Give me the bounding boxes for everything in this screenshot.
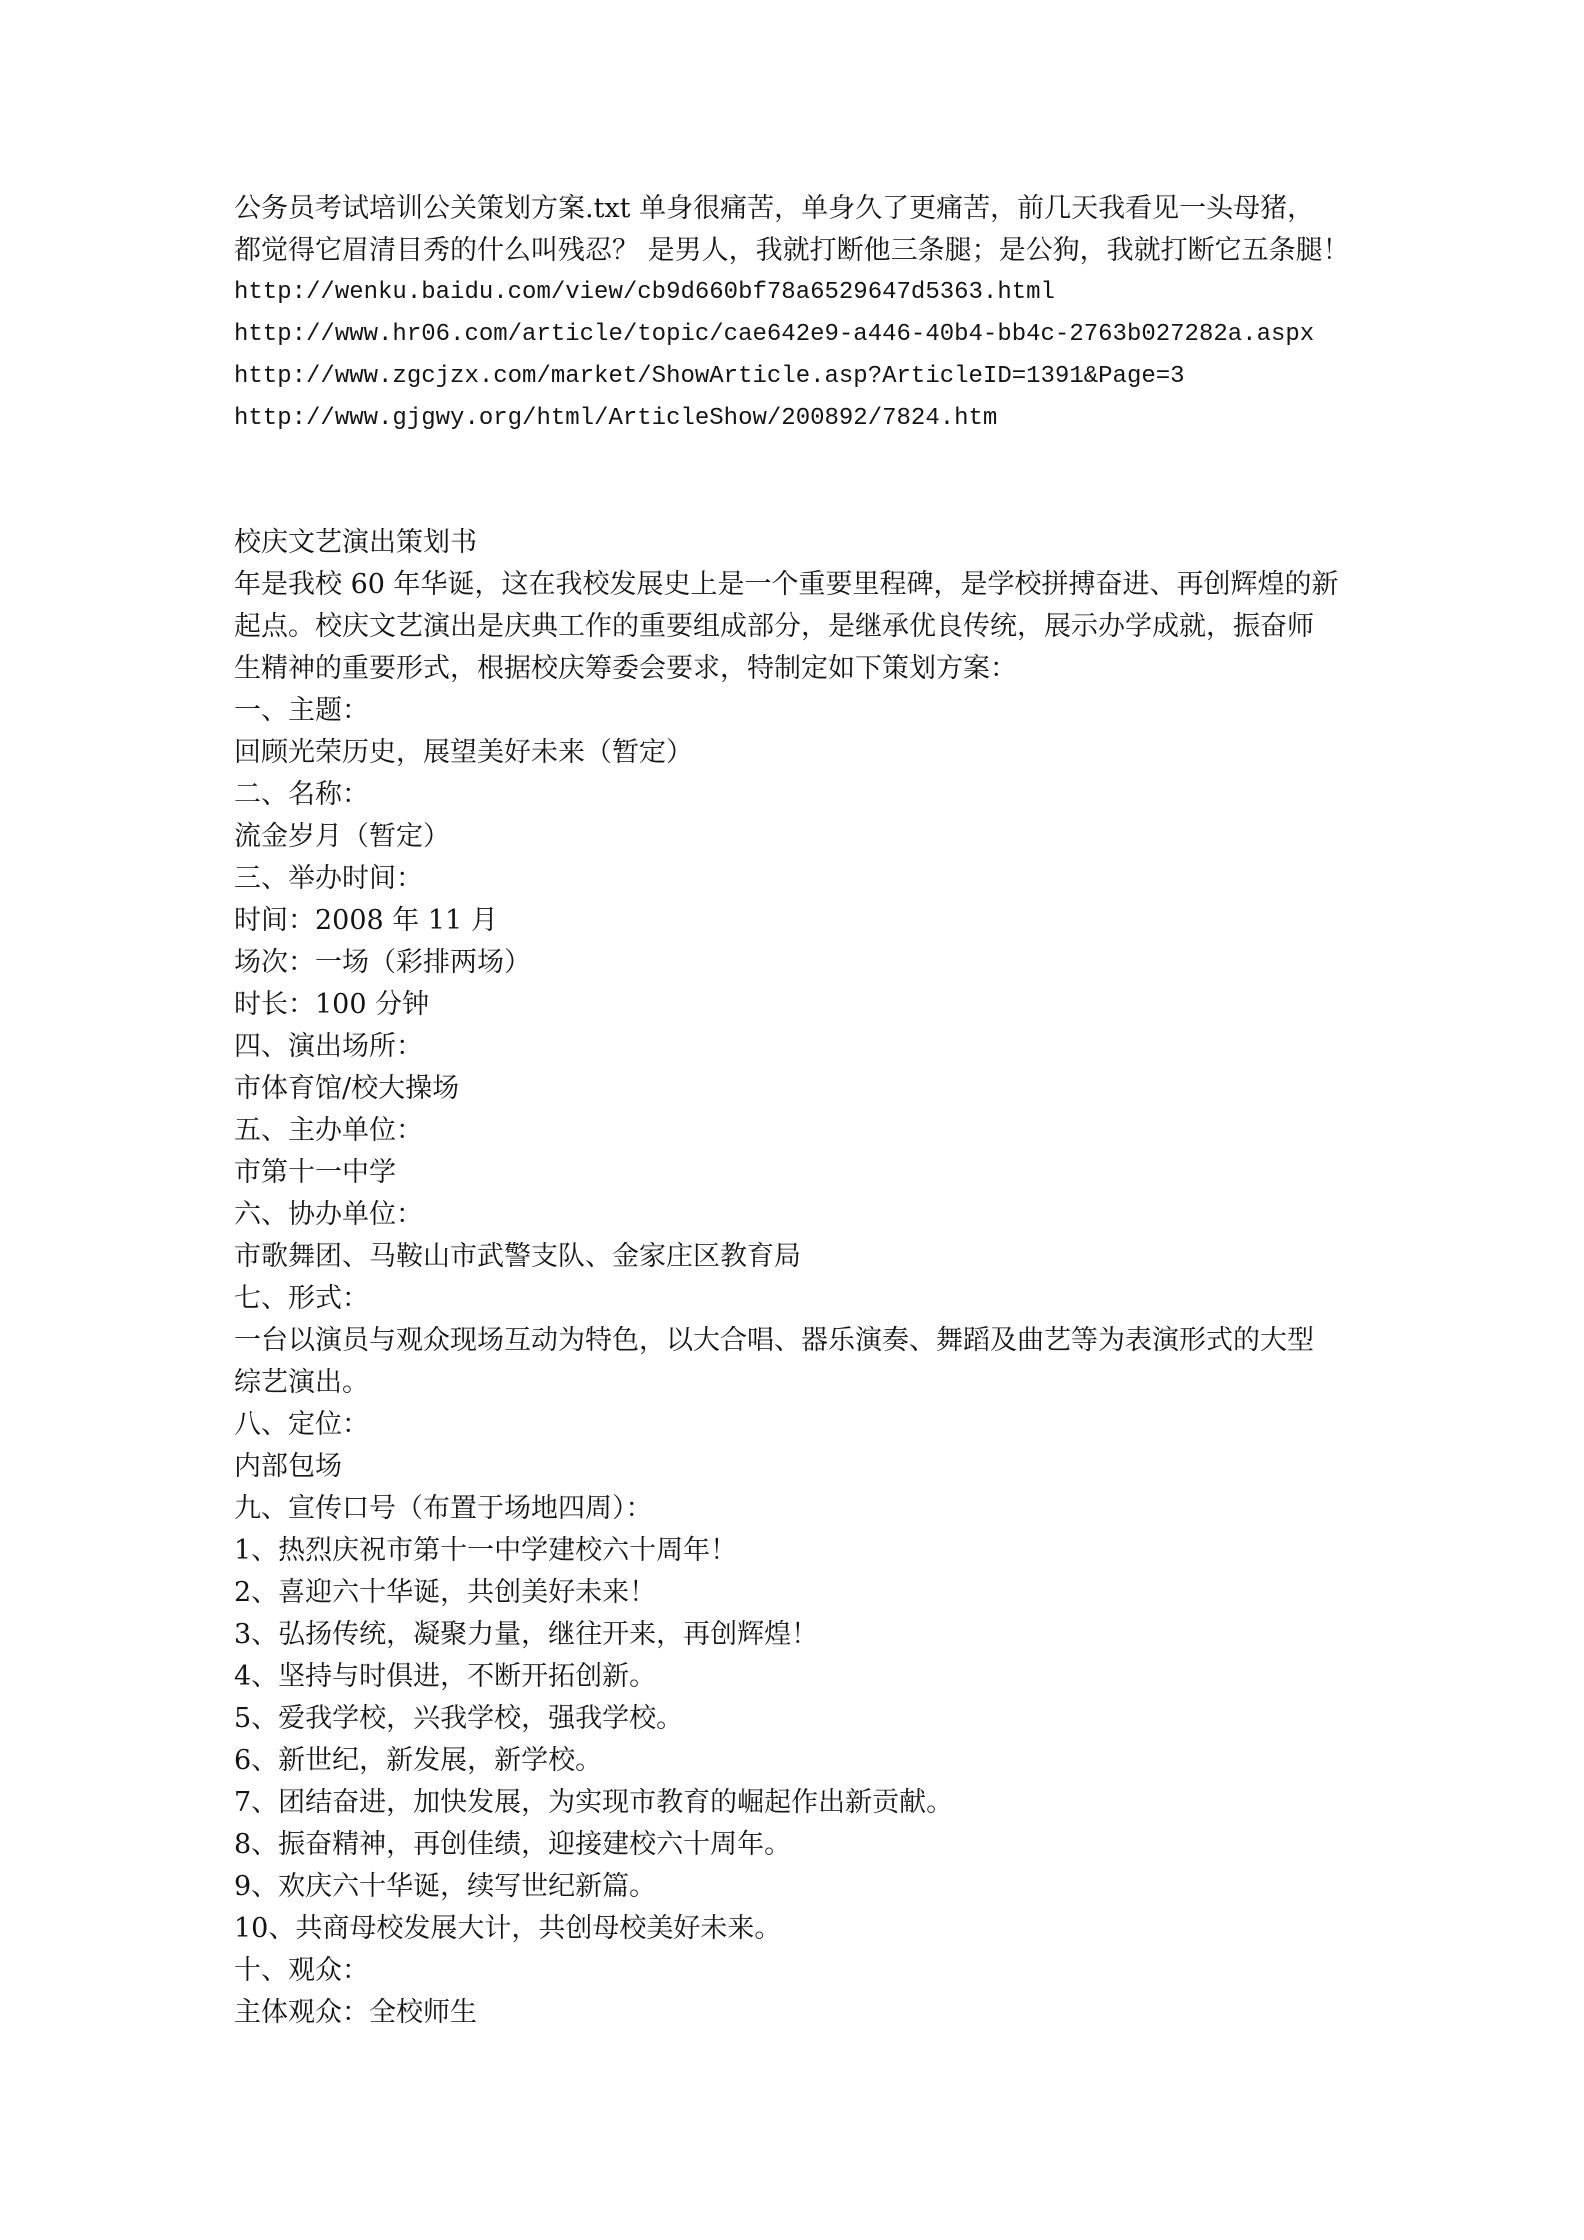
slogan-item: 5、爱我学校，兴我学校，强我学校。 [234,1703,684,1734]
section-text: 时长：100 分钟 [234,989,430,1020]
slogan-item: 7、团结奋进，加快发展，为实现市教育的崛起作出新贡献。 [234,1787,954,1818]
section-heading: 一、主题： [234,695,369,726]
slogan-item: 4、坚持与时俱进，不断开拓创新。 [234,1661,657,1692]
plan-document [234,522,1364,2034]
document-title: 校庆文艺演出策划书 [234,527,477,558]
section-text: 市体育馆/校大操场 [234,1073,460,1104]
section-text: 时间：2008 年 11 月 [234,905,498,936]
section-text: 内部包场 [234,1451,342,1482]
source-url: http://wenku.baidu.com/view/cb9d660bf78a6529647d5363.html [234,279,1055,306]
slogan-item: 6、新世纪，新发展，新学校。 [234,1745,603,1776]
source-url: http://www.zgcjzx.com/market/ShowArticle.asp?ArticleID=1391&Page=3 [234,363,1185,390]
section-text: 回顾光荣历史，展望美好未来（暂定） [234,737,693,768]
source-url: http://www.gjgwy.org/html/ArticleShow/200892/7824.htm [234,405,998,432]
slogan-item: 8、振奋精神，再创佳绩，迎接建校六十周年。 [234,1829,792,1860]
slogan-item: 1、热烈庆祝市第十一中学建校六十周年！ [234,1535,738,1566]
section-heading: 十、观众： [234,1955,369,1986]
section-heading: 七、形式： [234,1283,369,1314]
section-heading: 三、举办时间： [234,863,423,894]
source-url: http://www.hr06.com/article/topic/cae642e9-a446-40b4-bb4c-2763b027282a.aspx [234,321,1315,348]
section-heading: 五、主办单位： [234,1115,423,1146]
section-heading: 九、宣传口号（布置于场地四周）： [234,1493,653,1524]
section-text: 市歌舞团、马鞍山市武警支队、金家庄区教育局 [234,1241,801,1272]
slogan-item: 10、共商母校发展大计，共创母校美好未来。 [234,1913,782,1944]
intro-line: 都觉得它眉清目秀的什么叫残忍？ 是男人，我就打断他三条腿；是公狗，我就打断它五条腿！ [234,235,1350,266]
section-text: 市第十一中学 [234,1157,396,1188]
paragraph-line: 年是我校 60 年华诞，这在我校发展史上是一个重要里程碑，是学校拼搏奋进、再创辉煌的新 [234,569,1339,600]
paragraph-line: 生精神的重要形式，根据校庆筹委会要求，特制定如下策划方案： [234,653,1017,684]
paragraph-line: 起点。校庆文艺演出是庆典工作的重要组成部分，是继承优良传统，展示办学成就，振奋师 [234,611,1314,642]
intro-line: 公务员考试培训公关策划方案.txt 单身很痛苦，单身久了更痛苦，前几天我看见一头母猪， [234,193,1315,224]
section-heading: 四、演出场所： [234,1031,423,1062]
slogan-item: 3、弘扬传统，凝聚力量，继往开来，再创辉煌！ [234,1619,819,1650]
section-text: 主体观众：全校师生 [234,1997,477,2028]
slogan-item: 9、欢庆六十华诞，续写世纪新篇。 [234,1871,657,1902]
header-block [234,188,1364,440]
section-text: 流金岁月（暂定） [234,821,450,852]
section-text: 一台以演员与观众现场互动为特色，以大合唱、器乐演奏、舞蹈及曲艺等为表演形式的大型 [234,1325,1314,1356]
section-text: 综艺演出。 [234,1367,369,1398]
slogan-item: 2、喜迎六十华诞，共创美好未来！ [234,1577,657,1608]
section-heading: 八、定位： [234,1409,369,1440]
section-text: 场次：一场（彩排两场） [234,947,531,978]
section-heading: 二、名称： [234,779,369,810]
section-heading: 六、协办单位： [234,1199,423,1230]
